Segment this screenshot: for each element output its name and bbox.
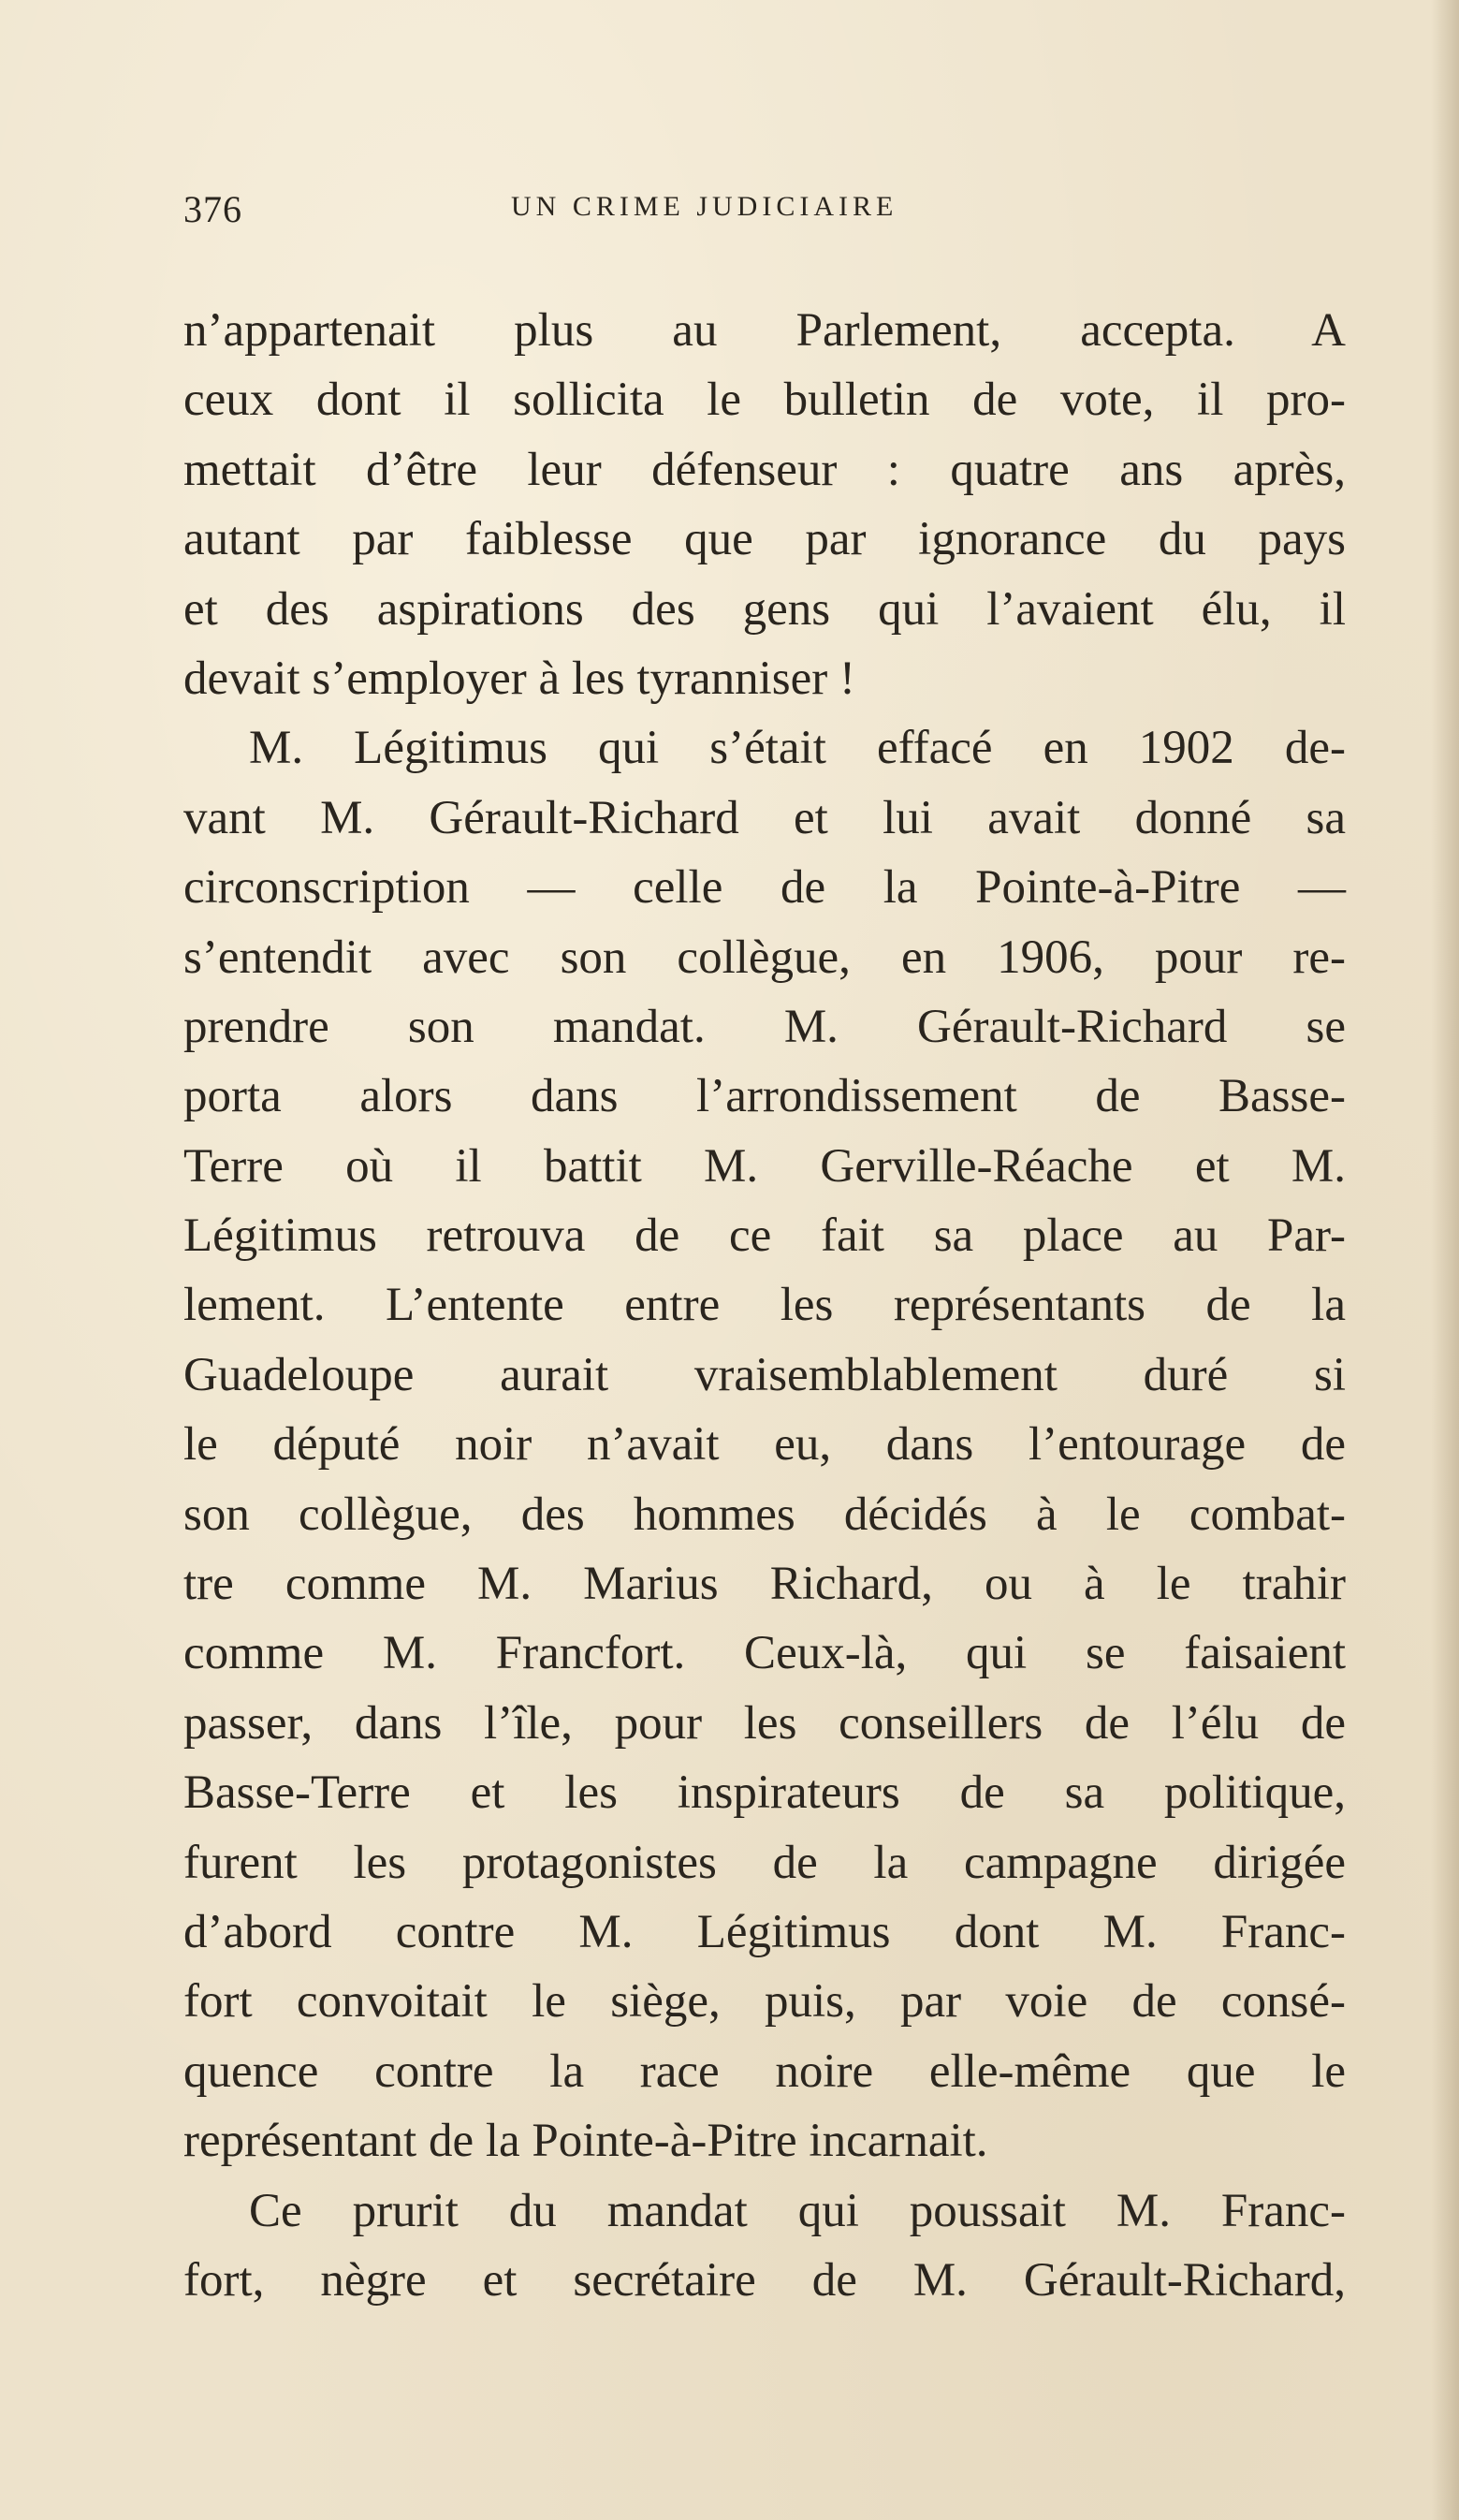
text-line: quence contre la race noire elle-même que le bbox=[183, 2044, 1346, 2098]
text-line: devait s’employer à les tyranniser ! bbox=[183, 652, 855, 705]
text-line: tre comme M. Marius Richard, ou à le trahir bbox=[183, 1558, 1346, 1611]
page-edge-shadow bbox=[1431, 0, 1459, 2520]
page-header bbox=[183, 187, 1288, 243]
text-line: le député noir n’avait eu, dans l’entourage de bbox=[183, 1418, 1346, 1472]
text-line: représentant de la Pointe-à-Pitre incarnait. bbox=[183, 2115, 988, 2168]
text-line: s’entendit avec son collègue, en 1906, pour re- bbox=[183, 930, 1346, 984]
text-line: ceux dont il sollicita le bulletin de vote, il pro- bbox=[183, 374, 1346, 427]
text-line: autant par faiblesse que par ignorance du pays bbox=[183, 513, 1346, 566]
text-line: circonscription — celle de la Pointe-à-Pitre — bbox=[183, 861, 1346, 915]
text-line: d’abord contre M. Légitimus dont M. Franc- bbox=[183, 1905, 1346, 1958]
text-line: Ce prurit du mandat qui poussait M. Franc- bbox=[249, 2184, 1346, 2237]
text-line: fort, nègre et secrétaire de M. Gérault-Richard, bbox=[183, 2253, 1346, 2307]
text-line: passer, dans l’île, pour les conseillers de l’élu de bbox=[183, 1696, 1346, 1750]
text-line: n’appartenait plus au Parlement, accepta. A bbox=[183, 304, 1346, 357]
text-line: comme M. Francfort. Ceux-là, qui se faisaient bbox=[183, 1627, 1346, 1680]
text-line: fort convoitait le siège, puis, par voie de consé- bbox=[183, 1975, 1346, 2029]
text-line: furent les protagonistes de la campagne dirigée bbox=[183, 1836, 1346, 1889]
page-number: 376 bbox=[183, 188, 242, 230]
text-line: et des aspirations des gens qui l’avaient élu, il bbox=[183, 582, 1346, 636]
text-line: mettait d’être leur défenseur : quatre ans après, bbox=[183, 443, 1346, 496]
text-line: son collègue, des hommes décidés à le combat- bbox=[183, 1487, 1346, 1541]
text-line: Légitimus retrouva de ce fait sa place au Par- bbox=[183, 1209, 1346, 1263]
text-line: porta alors dans l’arrondissement de Basse- bbox=[183, 1070, 1346, 1123]
text-line: prendre son mandat. M. Gérault-Richard se bbox=[183, 1000, 1346, 1053]
text-line: vant M. Gérault-Richard et lui avait donné sa bbox=[183, 791, 1346, 844]
text-line: Guadeloupe aurait vraisemblablement duré si bbox=[183, 1348, 1346, 1401]
text-line: Basse-Terre et les inspirateurs de sa politique, bbox=[183, 1766, 1346, 1820]
body-text bbox=[183, 296, 1346, 2315]
text-line: Terre où il battit M. Gerville-Réache et M. bbox=[183, 1139, 1346, 1193]
running-title: UN CRIME JUDICIAIRE bbox=[511, 191, 898, 222]
text-line: lement. L’entente entre les représentants de la bbox=[183, 1279, 1346, 1332]
text-line: M. Légitimus qui s’était effacé en 1902 de- bbox=[249, 722, 1346, 775]
